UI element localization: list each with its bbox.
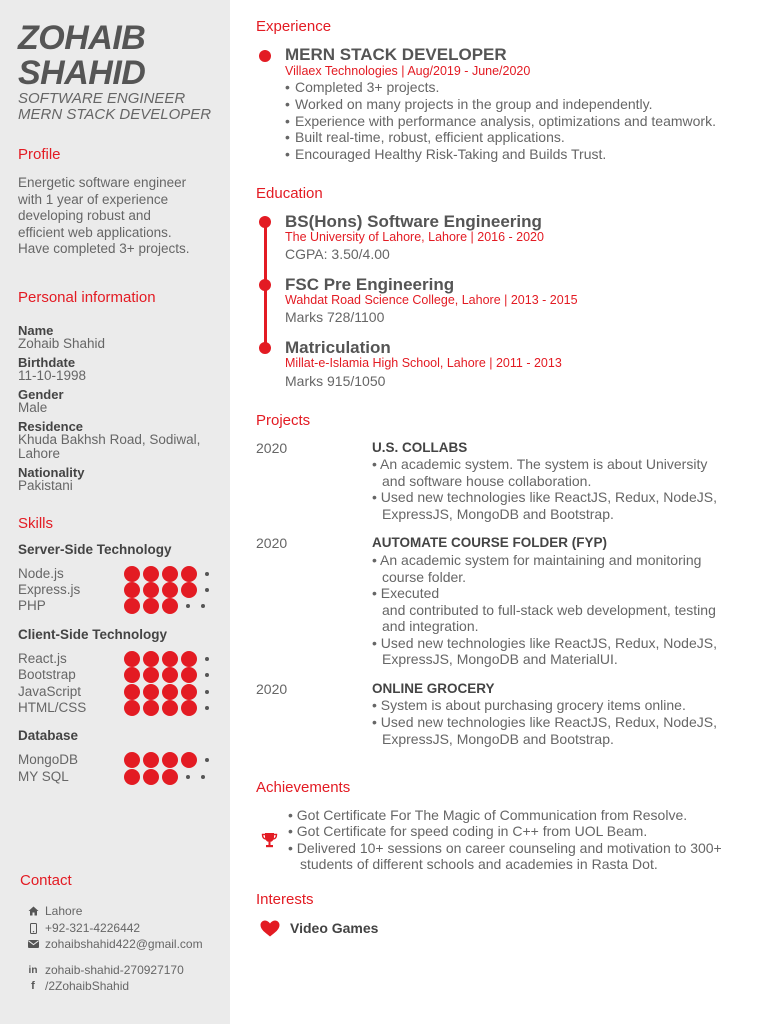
timeline-dot bbox=[259, 342, 271, 354]
project-bullet-cont: and software house collaboration. bbox=[382, 472, 592, 489]
project-year: 2020 bbox=[256, 535, 288, 551]
interest-item: Video Games bbox=[290, 920, 379, 936]
mobile-phone-icon bbox=[26, 921, 40, 935]
rating-dot-filled bbox=[162, 769, 178, 785]
rating-dot-filled bbox=[143, 700, 159, 716]
project-bullet: • System is about purchasing grocery items online. bbox=[372, 697, 686, 713]
timeline-dot bbox=[259, 279, 271, 291]
project-bullet: • Used new technologies like ReactJS, Redux, NodeJS, bbox=[372, 489, 717, 505]
rating-dot-filled bbox=[181, 566, 197, 582]
skill-rating bbox=[124, 700, 215, 716]
skill-rating bbox=[124, 598, 211, 614]
education-title: Matriculation bbox=[285, 338, 391, 357]
nationality-value: Pakistani bbox=[18, 478, 73, 493]
rating-dot-empty bbox=[201, 775, 205, 779]
education-school: The University of Lahore, Lahore | 2016 - 2020 bbox=[285, 230, 544, 244]
rating-dot-filled bbox=[181, 700, 197, 716]
interests-heading: Interests bbox=[256, 891, 314, 908]
skill-group-title: Database bbox=[18, 728, 79, 743]
profile-heading: Profile bbox=[18, 146, 61, 163]
experience-bullet: • Experience with performance analysis, optimizations and teamwork. bbox=[285, 112, 716, 129]
rating-dot-filled bbox=[181, 752, 197, 768]
rating-dot-filled bbox=[143, 752, 159, 768]
project-title: AUTOMATE COURSE FOLDER (FYP) bbox=[372, 535, 607, 550]
birthdate-value: 11-10-1998 bbox=[18, 368, 87, 383]
rating-dot-empty bbox=[186, 604, 190, 608]
rating-dot-filled bbox=[124, 684, 140, 700]
project-title: U.S. COLLABS bbox=[372, 440, 468, 455]
rating-dot-filled bbox=[181, 651, 197, 667]
rating-dot-filled bbox=[124, 582, 140, 598]
project-bullet-cont: ExpressJS, MongoDB and Bootstrap. bbox=[382, 730, 614, 747]
skill-name: JavaScript bbox=[18, 683, 82, 699]
project-bullet: • An academic system for maintaining and monitoring bbox=[372, 552, 702, 568]
skill-rating bbox=[124, 651, 215, 667]
achievement-item-cont: students of different schools and academies in Rasta Dot. bbox=[300, 856, 658, 872]
rating-dot-filled bbox=[143, 582, 159, 598]
experience-bullet: • Built real-time, robust, efficient applications. bbox=[285, 129, 565, 145]
profile-line: Energetic software engineer bbox=[18, 175, 187, 190]
skill-name: Bootstrap bbox=[18, 667, 76, 682]
achievements-heading: Achievements bbox=[256, 779, 351, 796]
contact-linkedin[interactable] bbox=[26, 962, 184, 978]
project-bullet: • Used new technologies like ReactJS, Redux, NodeJS, bbox=[372, 714, 717, 730]
sidebar bbox=[0, 0, 230, 1024]
education-title: BS(Hons) Software Engineering bbox=[285, 212, 542, 231]
profile-line: efficient web applications. bbox=[18, 224, 172, 240]
rating-dot-filled bbox=[124, 700, 140, 716]
contact-facebook-text[interactable]: /2ZohaibShahid bbox=[45, 979, 130, 993]
contact-linkedin-text[interactable]: zohaib-shahid-270927170 bbox=[45, 963, 184, 977]
achievement-item: • Got Certificate for speed coding in C++ from UOL Beam. bbox=[288, 823, 648, 839]
residence-value-line-1: Khuda Bakhsh Road, Sodiwal, bbox=[18, 432, 201, 447]
rating-dot-filled bbox=[143, 566, 159, 582]
rating-dot-filled bbox=[162, 700, 178, 716]
skill-rating bbox=[124, 752, 215, 768]
skill-rating bbox=[124, 667, 215, 683]
rating-dot-filled bbox=[162, 582, 178, 598]
project-title: ONLINE GROCERY bbox=[372, 681, 495, 696]
contact-location-text: Lahore bbox=[45, 904, 83, 918]
name-last: SHAHID bbox=[18, 54, 146, 92]
education-note: CGPA: 3.50/4.00 bbox=[285, 246, 390, 262]
rating-dot-filled bbox=[162, 684, 178, 700]
rating-dot-filled bbox=[124, 566, 140, 582]
project-bullet-cont: ExpressJS, MongoDB and Bootstrap. bbox=[382, 505, 614, 522]
achievement-item: • Got Certificate For The Magic of Communication from Resolve. bbox=[288, 807, 688, 823]
achievement-item: • Delivered 10+ sessions on career counseling and motivation to 300+ bbox=[288, 839, 722, 856]
rating-dot-filled bbox=[143, 769, 159, 785]
rating-dot-filled bbox=[143, 651, 159, 667]
job-title-line-1: SOFTWARE ENGINEER bbox=[18, 90, 186, 107]
profile-line: with 1 year of experience bbox=[18, 191, 169, 207]
skill-rating bbox=[124, 769, 211, 785]
rating-dot-filled bbox=[162, 667, 178, 683]
project-bullet-cont: ExpressJS, MongoDB and MaterialUI. bbox=[382, 651, 618, 667]
rating-dot-empty bbox=[205, 758, 209, 762]
rating-dot-filled bbox=[124, 598, 140, 614]
contact-location bbox=[26, 903, 82, 919]
profile-line: developing robust and bbox=[18, 208, 151, 223]
name-label: Name bbox=[18, 323, 54, 338]
rating-dot-empty bbox=[186, 775, 190, 779]
project-year: 2020 bbox=[256, 440, 288, 456]
skill-name: MY SQL bbox=[18, 768, 69, 784]
education-note: Marks 728/1100 bbox=[285, 309, 385, 325]
skill-name: MongoDB bbox=[18, 752, 79, 767]
rating-dot-filled bbox=[162, 651, 178, 667]
nationality-label: Nationality bbox=[18, 465, 85, 480]
contact-email-text[interactable]: zohaibshahid422@gmail.com bbox=[45, 937, 203, 951]
rating-dot-filled bbox=[143, 598, 159, 614]
rating-dot-filled bbox=[181, 582, 197, 598]
facebook-icon: f bbox=[31, 980, 35, 992]
experience-heading: Experience bbox=[256, 18, 332, 35]
contact-phone-text[interactable]: +92-321-4226442 bbox=[45, 921, 141, 935]
timeline-dot bbox=[259, 216, 271, 228]
timeline-dot bbox=[259, 50, 271, 62]
education-school: Wahdat Road Science College, Lahore | 2013 - 2015 bbox=[285, 293, 578, 307]
project-bullet: • An academic system. The system is about University bbox=[372, 456, 708, 472]
contact-email[interactable] bbox=[26, 936, 203, 952]
rating-dot-filled bbox=[124, 667, 140, 683]
skill-group-title: Client-Side Technology bbox=[18, 627, 168, 642]
rating-dot-filled bbox=[124, 651, 140, 667]
experience-title: MERN STACK DEVELOPER bbox=[285, 45, 507, 64]
skill-rating bbox=[124, 684, 215, 700]
experience-bullet: • Worked on many projects in the group and independently. bbox=[285, 96, 653, 112]
rating-dot-empty bbox=[205, 657, 209, 661]
residence-label: Residence bbox=[18, 419, 84, 434]
skill-name: React.js bbox=[18, 651, 67, 666]
rating-dot-empty bbox=[205, 706, 209, 710]
experience-bullet: • Encouraged Healthy Risk-Taking and Builds Trust. bbox=[285, 146, 607, 162]
main-content bbox=[230, 0, 768, 1024]
rating-dot-filled bbox=[181, 684, 197, 700]
project-bullet-cont: and integration. bbox=[382, 618, 479, 634]
birthdate-label: Birthdate bbox=[18, 355, 76, 370]
skill-name: Express.js bbox=[18, 582, 81, 597]
rating-dot-filled bbox=[143, 667, 159, 683]
rating-dot-filled bbox=[124, 752, 140, 768]
skill-name: PHP bbox=[18, 598, 46, 613]
personal-info-heading: Personal information bbox=[18, 289, 156, 306]
skill-name: Node.js bbox=[18, 566, 64, 581]
project-bullet-cont: course folder. bbox=[382, 568, 467, 585]
contact-facebook[interactable] bbox=[26, 978, 129, 994]
experience-bullet: • Completed 3+ projects. bbox=[285, 79, 440, 95]
rating-dot-filled bbox=[162, 598, 178, 614]
education-heading: Education bbox=[256, 185, 323, 202]
education-note: Marks 915/1050 bbox=[285, 373, 386, 389]
rating-dot-empty bbox=[201, 604, 205, 608]
envelope-icon bbox=[26, 937, 40, 951]
heart-icon bbox=[260, 920, 280, 942]
residence-value-line-2: Lahore bbox=[18, 446, 61, 461]
skill-rating bbox=[124, 566, 215, 582]
project-year: 2020 bbox=[256, 681, 288, 697]
rating-dot-empty bbox=[205, 690, 209, 694]
contact-phone[interactable] bbox=[26, 920, 140, 936]
skills-heading: Skills bbox=[18, 515, 54, 532]
projects-heading: Projects bbox=[256, 412, 311, 429]
rating-dot-filled bbox=[162, 752, 178, 768]
contact-heading: Contact bbox=[20, 872, 72, 889]
profile-line: Have completed 3+ projects. bbox=[18, 241, 190, 256]
gender-label: Gender bbox=[18, 387, 64, 402]
linkedin-icon: in bbox=[28, 964, 38, 976]
rating-dot-filled bbox=[181, 667, 197, 683]
project-bullet-cont: and contributed to full-stack web development, testing bbox=[382, 601, 716, 618]
rating-dot-empty bbox=[205, 673, 209, 677]
rating-dot-empty bbox=[205, 588, 209, 592]
rating-dot-filled bbox=[124, 769, 140, 785]
rating-dot-empty bbox=[205, 572, 209, 576]
education-title: FSC Pre Engineering bbox=[285, 275, 455, 294]
rating-dot-filled bbox=[162, 566, 178, 582]
education-school: Millat-e-Islamia High School, Lahore | 2011 - 2013 bbox=[285, 356, 562, 370]
name-value: Zohaib Shahid bbox=[18, 336, 106, 351]
trophy-icon bbox=[261, 832, 278, 853]
name-first: ZOHAIB bbox=[18, 19, 146, 57]
skill-rating bbox=[124, 582, 215, 598]
project-bullet: • Used new technologies like ReactJS, Redux, NodeJS, bbox=[372, 634, 717, 651]
home-icon bbox=[26, 904, 40, 918]
project-bullet: • Executed bbox=[372, 585, 440, 601]
gender-value: Male bbox=[18, 400, 48, 415]
rating-dot-filled bbox=[143, 684, 159, 700]
experience-company: Villaex Technologies | Aug/2019 - June/2020 bbox=[285, 64, 531, 78]
skill-group-title: Server-Side Technology bbox=[18, 542, 172, 557]
skill-name: HTML/CSS bbox=[18, 700, 87, 715]
job-title-line-2: MERN STACK DEVELOPER bbox=[18, 106, 212, 123]
